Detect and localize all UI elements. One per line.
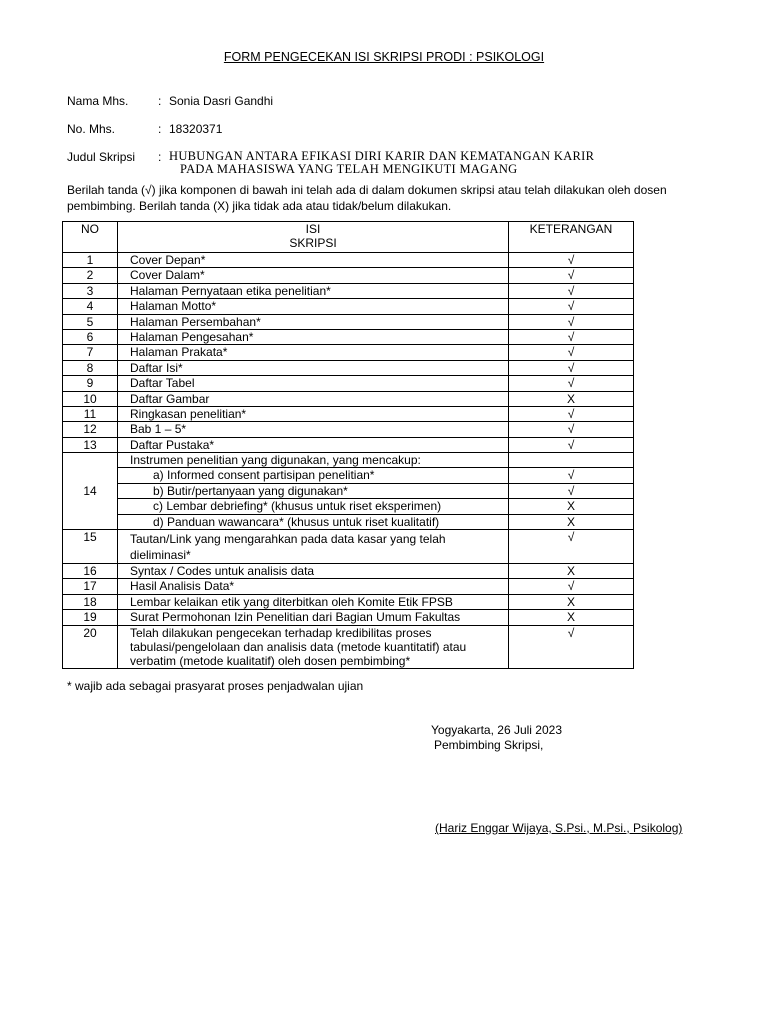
- row-keterangan: √: [509, 625, 634, 668]
- row-keterangan: √: [509, 360, 634, 375]
- row-no: 3: [63, 283, 118, 298]
- table-row: [63, 314, 634, 329]
- row-item: Syntax / Codes untuk analisis data: [118, 564, 509, 579]
- table-row: [63, 422, 634, 437]
- row-keterangan: √: [509, 329, 634, 344]
- row-item: Daftar Pustaka*: [118, 437, 509, 452]
- row-keterangan: √: [509, 299, 634, 314]
- row-item: Halaman Prakata*: [118, 345, 509, 360]
- row-item: Halaman Pernyataan etika penelitian*: [118, 283, 509, 298]
- row-no: 13: [63, 437, 118, 452]
- row-no: 14: [63, 453, 118, 530]
- signature-place-date: Yogyakarta, 26 Juli 2023: [431, 723, 562, 737]
- subrow-item: a) Informed consent partisipan penelitian*: [118, 468, 509, 483]
- row-item-line3: verbatim (metode kualitatif) oleh dosen pembimbing*: [130, 653, 411, 668]
- row-no: 7: [63, 345, 118, 360]
- signature-name: (Hariz Enggar Wijaya, S.Psi., M.Psi., Psikolog): [435, 821, 683, 835]
- row-keterangan: X: [509, 564, 634, 579]
- row-item-line1: Telah dilakukan pengecekan terhadap kredibilitas proses: [130, 625, 432, 640]
- table-header-row: [63, 222, 634, 253]
- row-keterangan: √: [509, 253, 634, 268]
- table-row: [63, 406, 634, 421]
- table-row: [63, 329, 634, 344]
- table-row: [63, 437, 634, 452]
- row-item: Halaman Motto*: [118, 299, 509, 314]
- row-keterangan: X: [509, 391, 634, 406]
- row-item: Lembar kelaikan etik yang diterbitkan oleh Komite Etik FPSB: [118, 594, 509, 609]
- row-keterangan: √: [509, 579, 634, 594]
- row-no: 9: [63, 376, 118, 391]
- row-item-line2: dieliminasi*: [130, 548, 191, 563]
- row-no: 19: [63, 610, 118, 625]
- row-no: 16: [63, 564, 118, 579]
- row-no: 17: [63, 579, 118, 594]
- nomor-value: 18320371: [169, 122, 223, 136]
- row-no: 11: [63, 406, 118, 421]
- table-row: [63, 564, 634, 579]
- header-isi-line1: ISI: [305, 222, 321, 236]
- row-item: Halaman Persembahan*: [118, 314, 509, 329]
- nama-label: Nama Mhs.: [67, 94, 129, 108]
- judul-label: Judul Skripsi: [67, 150, 136, 164]
- table-row: [63, 283, 634, 298]
- row-item: Instrumen penelitian yang digunakan, yang mencakup:: [118, 453, 509, 468]
- row-item: Daftar Isi*: [118, 360, 509, 375]
- row-item-line1: Tautan/Link yang mengarahkan pada data kasar yang telah: [130, 532, 446, 547]
- row-item: Hasil Analisis Data*: [118, 579, 509, 594]
- table-row: [63, 268, 634, 283]
- footnote: * wajib ada sebagai prasyarat proses penjadwalan ujian: [67, 679, 364, 693]
- header-no: NO: [63, 222, 118, 253]
- row-item: Cover Dalam*: [118, 268, 509, 283]
- row-keterangan: √: [509, 345, 634, 360]
- nama-colon: :: [158, 94, 162, 108]
- table-row: [63, 376, 634, 391]
- row-item: Daftar Tabel: [118, 376, 509, 391]
- header-keterangan: KETERANGAN: [509, 222, 634, 253]
- table-subrow: [63, 468, 634, 483]
- row-item: Halaman Pengesahan*: [118, 329, 509, 344]
- table-row: [63, 625, 634, 668]
- row-no: 18: [63, 594, 118, 609]
- row-item: Cover Depan*: [118, 253, 509, 268]
- header-isi: [118, 222, 509, 253]
- row-keterangan: X: [509, 610, 634, 625]
- row-keterangan: [509, 453, 634, 468]
- row-no: 15: [63, 530, 118, 564]
- table-row: [63, 253, 634, 268]
- row-keterangan: √: [509, 406, 634, 421]
- subrow-item: c) Lembar debriefing* (khusus untuk riset eksperimen): [118, 499, 509, 514]
- nama-value: Sonia Dasri Gandhi: [169, 94, 274, 108]
- row-item: [118, 530, 509, 564]
- subrow-item: b) Butir/pertanyaan yang digunakan*: [118, 483, 509, 498]
- row-item-line2: tabulasi/pengelolaan dan analisis data (metode kuantitatif) atau: [130, 639, 467, 654]
- table-subrow: [63, 514, 634, 529]
- table-row: [63, 594, 634, 609]
- subrow-keterangan: X: [509, 514, 634, 529]
- row-item: Surat Permohonan Izin Penelitian dari Bagian Umum Fakultas: [118, 610, 509, 625]
- row-item: [118, 625, 509, 668]
- checklist-table: [62, 221, 634, 669]
- row-no: 8: [63, 360, 118, 375]
- row-keterangan: √: [509, 283, 634, 298]
- table-row: [63, 579, 634, 594]
- row-no: 2: [63, 268, 118, 283]
- row-keterangan: √: [509, 268, 634, 283]
- judul-line1: HUBUNGAN ANTARA EFIKASI DIRI KARIR DAN KEMATANGAN KARIR: [169, 149, 595, 163]
- table-subrow: [63, 483, 634, 498]
- row-item: Ringkasan penelitian*: [118, 406, 509, 421]
- row-no: 1: [63, 253, 118, 268]
- table-row: [63, 299, 634, 314]
- row-keterangan: √: [509, 437, 634, 452]
- row-keterangan: √: [509, 422, 634, 437]
- row-no: 10: [63, 391, 118, 406]
- row-item: Daftar Gambar: [118, 391, 509, 406]
- instructions: Berilah tanda (√) jika komponen di bawah ini telah ada di dalam dokumen skripsi atau telah dilakukan oleh dosen pembimbing. Berilah tanda (X) jika tidak ada atau tidak/belum dilakukan.: [67, 183, 667, 213]
- row-no: 4: [63, 299, 118, 314]
- subrow-keterangan: X: [509, 499, 634, 514]
- table-row: [63, 391, 634, 406]
- table-row: [63, 610, 634, 625]
- subrow-keterangan: √: [509, 468, 634, 483]
- row-no: 5: [63, 314, 118, 329]
- table-row: [63, 453, 634, 468]
- row-item: Bab 1 – 5*: [118, 422, 509, 437]
- judul-colon: :: [158, 150, 162, 164]
- table-row: [63, 360, 634, 375]
- subrow-item: d) Panduan wawancara* (khusus untuk riset kualitatif): [118, 514, 509, 529]
- table-row: [63, 345, 634, 360]
- row-keterangan: √: [509, 530, 634, 564]
- form-title: FORM PENGECEKAN ISI SKRIPSI PRODI : PSIKOLOGI: [223, 50, 545, 64]
- row-no: 12: [63, 422, 118, 437]
- table-row: [63, 530, 634, 564]
- nomor-colon: :: [158, 122, 162, 136]
- nomor-label: No. Mhs.: [67, 122, 116, 136]
- row-no: 6: [63, 329, 118, 344]
- subrow-keterangan: √: [509, 483, 634, 498]
- signature-role: Pembimbing Skripsi,: [434, 738, 544, 752]
- row-keterangan: √: [509, 376, 634, 391]
- judul-line2: PADA MAHASISWA YANG TELAH MENGIKUTI MAGANG: [180, 162, 518, 176]
- row-keterangan: X: [509, 594, 634, 609]
- header-isi-line2: SKRIPSI: [289, 236, 337, 250]
- row-no: 20: [63, 625, 118, 668]
- table-subrow: [63, 499, 634, 514]
- row-keterangan: √: [509, 314, 634, 329]
